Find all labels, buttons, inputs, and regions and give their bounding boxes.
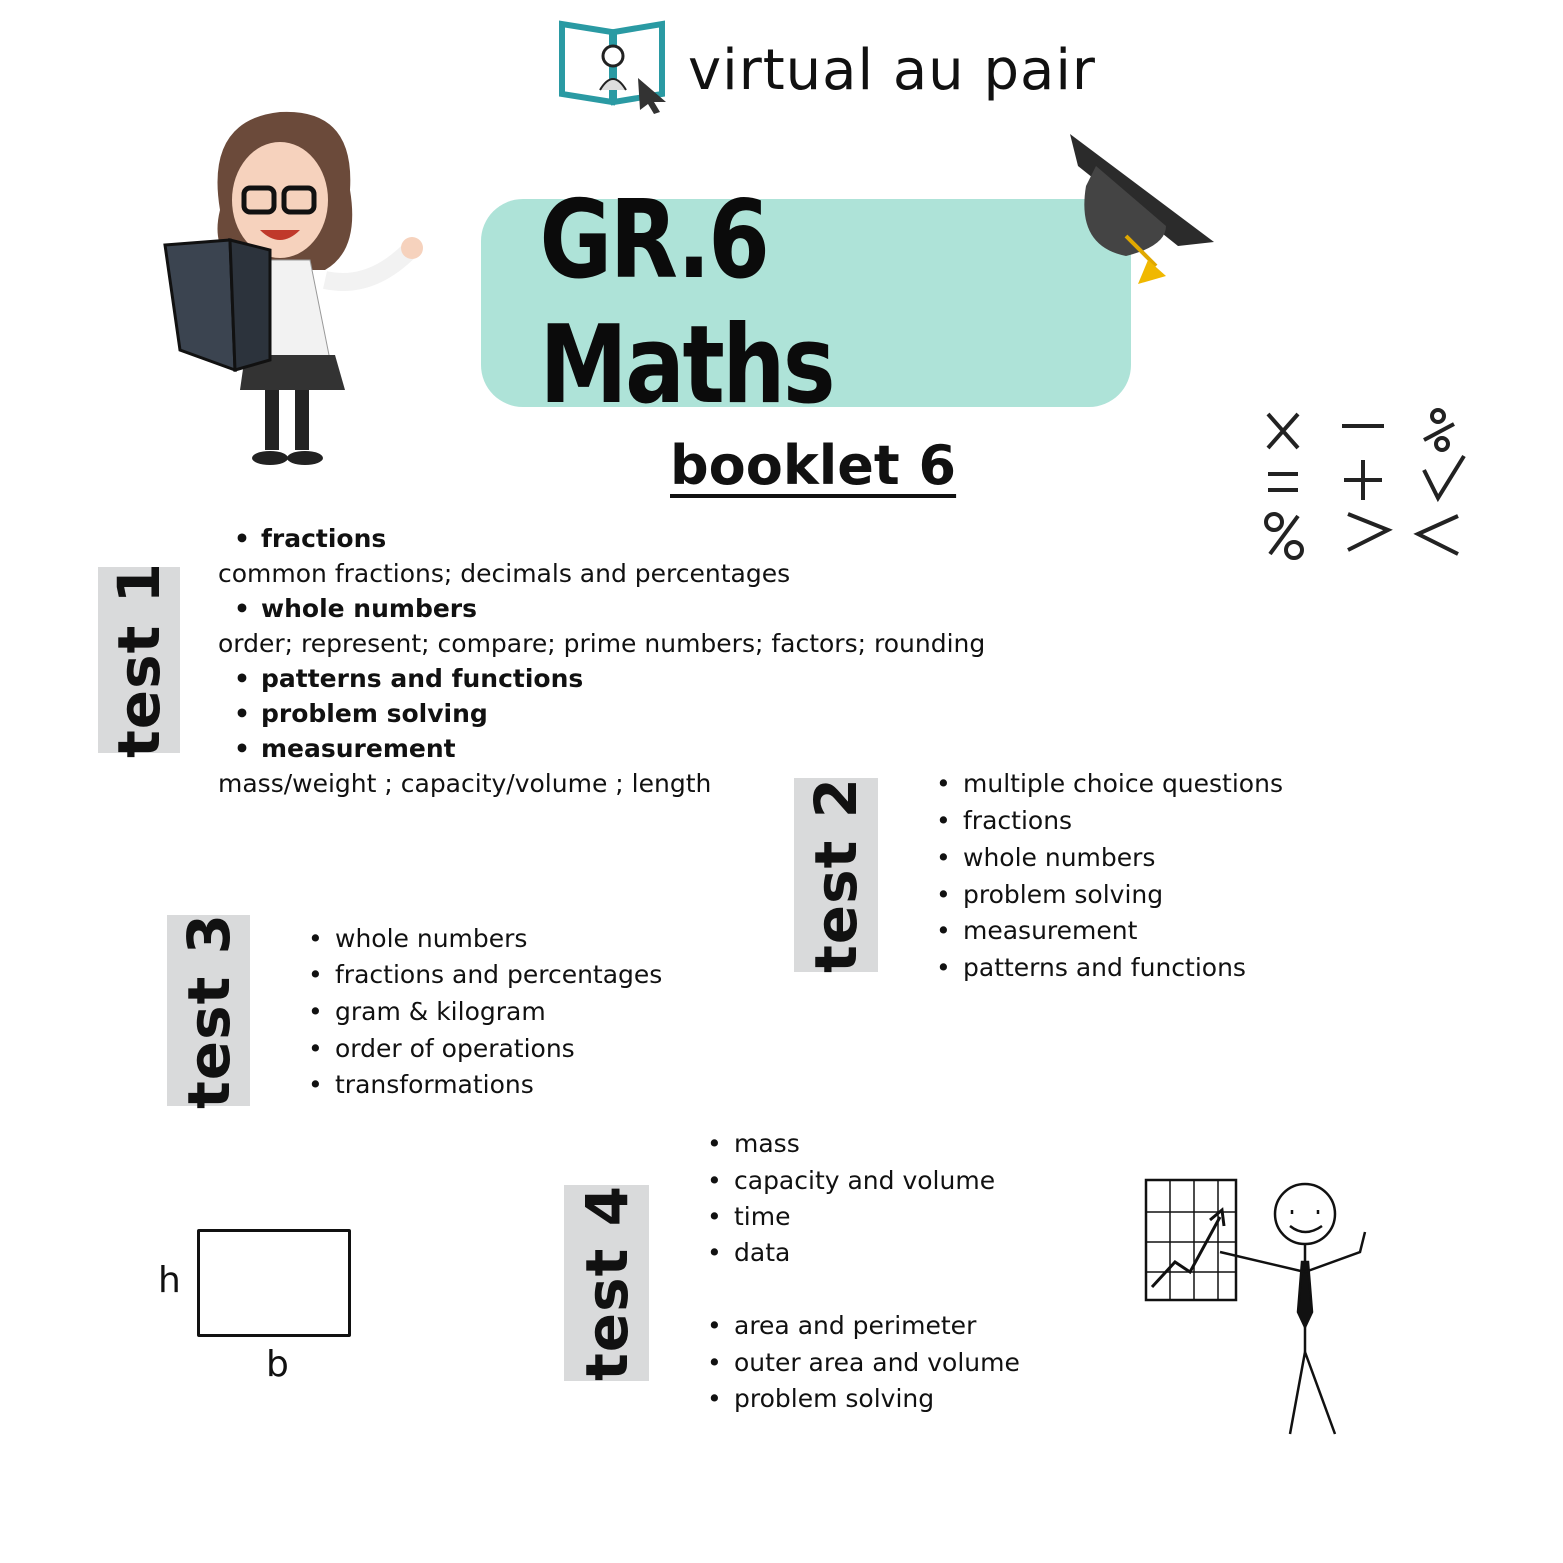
test1-line: • problem solving <box>261 701 488 726</box>
test4-item: • data <box>734 1240 790 1265</box>
test3-item: • transformations <box>335 1072 534 1097</box>
test1-line: mass/weight ; capacity/volume ; length <box>218 769 712 798</box>
title-badge <box>481 178 1131 428</box>
test3-item: • whole numbers <box>335 926 527 951</box>
test4-label: test 4 <box>572 1185 641 1381</box>
test2-item: • fractions <box>963 808 1072 833</box>
brand-logo <box>556 18 676 114</box>
test1-tab <box>98 562 180 758</box>
test1-line: • patterns and functions <box>261 666 583 691</box>
test2-item: • patterns and functions <box>963 955 1246 980</box>
test4-item: • mass <box>734 1131 800 1156</box>
test1-line: order; represent; compare; prime numbers; factors; rounding <box>218 629 986 658</box>
base-label: b <box>266 1344 289 1385</box>
test3-label: test 3 <box>174 912 243 1109</box>
math-symbols-icon <box>1258 404 1478 576</box>
test3-item: • gram & kilogram <box>335 999 546 1024</box>
test4-item: • area and perimeter <box>734 1313 976 1338</box>
graduation-cap-icon <box>1066 126 1218 288</box>
stick-figure-chart-illustration <box>1140 1172 1390 1442</box>
height-label: h <box>158 1260 181 1301</box>
page-title: GR.6 Maths <box>539 178 834 428</box>
test4-tab <box>564 1185 649 1381</box>
test1-line: • whole numbers <box>261 596 477 621</box>
test1-line: common fractions; decimals and percentages <box>218 559 791 588</box>
test1-label: test 1 <box>105 562 174 758</box>
test2-tab <box>794 778 878 972</box>
test1-line: • fractions <box>261 526 386 551</box>
test3-item: • order of operations <box>335 1036 575 1061</box>
test2-item: • measurement <box>963 918 1137 943</box>
test4-item: • time <box>734 1204 790 1229</box>
test2-item: • problem solving <box>963 882 1163 907</box>
test2-label: test 2 <box>802 777 871 973</box>
book-logo-icon <box>556 18 676 114</box>
test4-item: • capacity and volume <box>734 1168 995 1193</box>
test2-item: • multiple choice questions <box>963 771 1283 796</box>
test3-item: • fractions and percentages <box>335 962 662 987</box>
rectangle-diagram <box>197 1229 351 1337</box>
test3-tab <box>167 912 250 1109</box>
teacher-illustration <box>160 100 430 472</box>
test4-item: • problem solving <box>734 1386 934 1411</box>
test2-item: • whole numbers <box>963 845 1155 870</box>
brand-name: virtual au pair <box>688 38 1096 103</box>
test1-line: • measurement <box>261 736 456 761</box>
test4-item: • outer area and volume <box>734 1350 1020 1375</box>
booklet-subtitle: booklet 6 <box>670 434 957 497</box>
